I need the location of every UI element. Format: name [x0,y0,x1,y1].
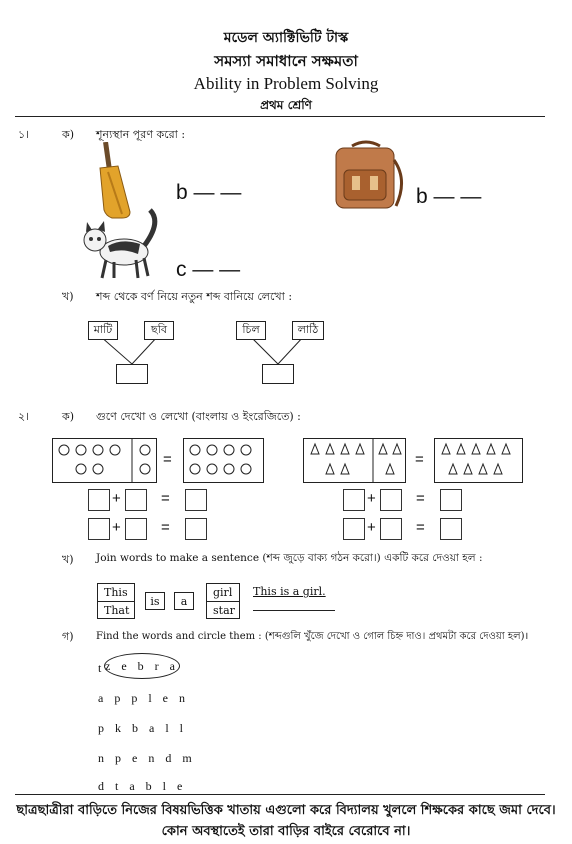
q2c-label: গ) [62,630,74,643]
plus-sign: + [367,519,376,536]
plus-sign: + [112,519,121,536]
q2b-instruction: Join words to make a sentence (শব্দ জুড়ে বাক্য গঠন করো।) একটি করে দেওয়া হল : [96,552,483,564]
q2-number: ২। [18,410,30,423]
circles-count-figure [52,438,267,484]
circled-word-zebra: z e b r a [104,653,180,679]
cat-illustration [78,208,162,280]
q1-number: ১। [18,128,30,141]
footer-note-2: কোন অবস্থাতেই তারা বাড়ির বাইরে বেরোবে না। [161,824,411,839]
footer-note-1: ছাত্রছাত্রীরা বাড়িতে নিজের বিষয়ভিত্তিক খাতায় এগুলো করে বিদ্যালয় খুললে শিক্ষকের কাছে জমা দেবে। [16,803,556,818]
blank-cat-word: c — — [176,258,241,281]
join-word-girl: girl [206,583,240,601]
equals-sign: = [416,519,425,536]
answer-square[interactable] [88,489,110,511]
school-bag-illustration [326,140,408,214]
answer-box-2[interactable] [262,364,294,384]
header-line-1: মডেল অ্যাক্টিভিটি টাস্ক [223,30,349,46]
join-word-star: star [206,601,240,619]
answer-square[interactable] [440,518,462,540]
word-box-1: মাটি [88,321,118,340]
q2c-instruction: Find the words and circle them : (শব্দগুলি খুঁজে দেখো ও গোল চিহ্ন দাও। প্রথমটা করে দেওয়া হল)। [96,631,529,642]
grid-row-3: p k b a l l [98,721,187,735]
answer-square[interactable] [88,518,110,540]
answer-square[interactable] [343,489,365,511]
answer-square[interactable] [125,489,147,511]
header-title: Ability in Problem Solving [193,74,379,93]
equals-sign: = [163,451,172,468]
grid-row-5: d t a b l e [98,779,187,793]
blank-bag-word: b — — [416,185,482,208]
q1a-instruction: শূন্যস্থান পূরণ করো : [96,128,186,141]
plus-sign: + [367,490,376,507]
word-box-2: ছবি [144,321,174,340]
answer-square[interactable] [185,489,207,511]
answer-square[interactable] [125,518,147,540]
answer-square[interactable] [185,518,207,540]
q2b-label: খ) [62,553,74,566]
join-word-is: is [145,592,165,610]
word-box-4: লাঠি [292,321,324,340]
triangles-count-figure [303,438,525,484]
grid-row-4: n p e n d m [98,751,196,765]
q2a-label: ক) [62,410,74,423]
equals-sign: = [415,451,424,468]
answer-square[interactable] [380,489,402,511]
word-box-3: চিল [236,321,266,340]
grid-row-1-first-letter: t [98,661,106,675]
q1b-label: খ) [62,290,74,303]
equals-sign: = [161,490,170,507]
q2a-instruction: গুণে দেখো ও লেখো (বাংলায় ও ইংরেজিতে) : [96,410,301,423]
plus-sign: + [112,490,121,507]
footer-rule [15,794,545,795]
answer-box-1[interactable] [116,364,148,384]
answer-square[interactable] [440,489,462,511]
equals-sign: = [161,519,170,536]
class-label: প্রথম শ্রেণি [260,98,312,112]
equals-sign: = [416,490,425,507]
grid-row-2: a p p l e n [98,691,189,705]
join-word-this: This [97,583,135,601]
blank-bat-word: b — — [176,181,242,204]
q1a-label: ক) [62,128,74,141]
join-answer-example: This is a girl. [253,585,326,598]
join-word-a: a [174,592,194,610]
q1b-instruction: শব্দ থেকে বর্ণ নিয়ে নতুন শব্দ বানিয়ে লেখো : [96,290,293,303]
answer-square[interactable] [343,518,365,540]
header-rule [15,116,545,117]
header-line-2: সমস্যা সমাধানে সক্ষমতা [214,52,358,70]
answer-square[interactable] [380,518,402,540]
answer-line[interactable] [253,610,335,611]
join-word-that: That [97,601,135,619]
